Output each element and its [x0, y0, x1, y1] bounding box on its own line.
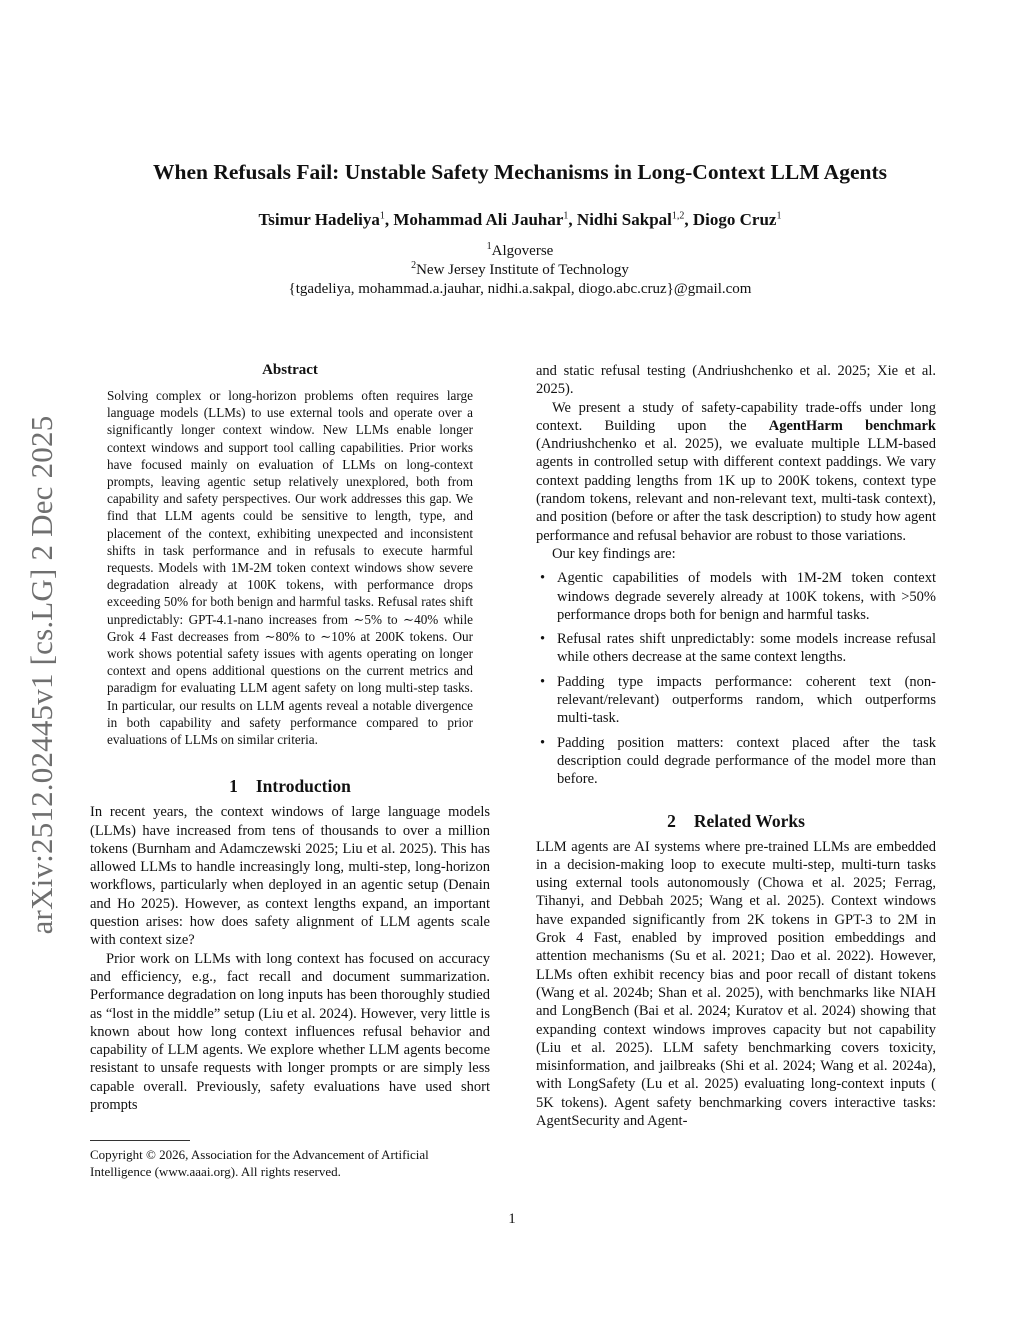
findings-list [536, 569, 936, 788]
list-item: • Padding type impacts performance: coherent text (non-relevant/relevant) outperforms random, which outperforms multi-task. [540, 673, 936, 727]
affiliation-line: $^1$Algoverse [486, 241, 554, 259]
author-affil-sup: 1,2 [671, 210, 685, 222]
agentharm-benchmark-name: AgentHarm benchmark [768, 417, 936, 434]
abstract-text: Solving complex or long-horizon problems often requires large language models (LLMs) to use external tools and operate over a significantly longer context window. New LLMs enable longer context windows and support tool calling capabilities. Prior works have focused mainly on evaluation of LLMs on long-context prompts, leaving agentic setup relatively unexplored, both from capability and safety perspectives. Our work addresses this gap. We find that LLM agents could be sensitive to length, type, and placement of the context, exhibiting unexpected and inconsistent shifts in task performance and in refusals to execute harmful requests. Models with 1M-2M token context windows show severe degradation already at 100K tokens, with performance drops exceeding 50% for both benign and harmful tasks. Refusal rates shift unpredictably: GPT-4.1-nano increases from ∼5% to ∼40% while Grok 4 Fast decreases from ∼80% to ∼10% at 200K tokens. Our work shows potential safety issues with agents operating on longer context and opens additional questions on the current metrics and paradigm for evaluating LLM agent safety on long multi-step tasks. In particular, our results on LLM agents reveal a notable divergence in both capability and safety performance compared to prior evaluations of LLMs on similar criteria. [107, 388, 473, 748]
page-number: 1 [508, 1211, 516, 1227]
study-paragraph: We present a study of safety-capability trade-offs under long context. Building upon the AgentHarm benchmark (Andriushchenko et al. 2025), we evaluate multiple LLM-based agents in controlled setup with different context paddings. We vary context padding lengths from 1K up to 200K tokens, context type (random tokens, relevant and non-relevant text, multi-task context), and position (before or after the task description) to study how agent performance and refusal behavior are robust to those variations. [536, 399, 936, 544]
list-item: • Padding position matters: context placed after the task description could degrade performance of the model more than before. [540, 734, 936, 788]
author-emails: {tgadeliya, mohammad.a.jauhar, nidhi.a.sakpal, diogo.abc.cruz}@gmail.com [288, 281, 752, 297]
findings-intro: Our key findings are: [552, 545, 676, 562]
list-item: • Refusal rates shift unpredictably: some models increase refusal while others decrease at the same context lengths. [540, 631, 936, 666]
continued-paragraph: and static refusal testing (Andriushchenko et al. 2025; Xie et al. 2025). [536, 363, 936, 398]
paper-title: When Refusals Fail: Unstable Safety Mechanisms in Long-Context LLM Agents [152, 160, 887, 184]
abstract-heading: Abstract [262, 362, 318, 378]
right-column [536, 362, 936, 1130]
affiliations [60, 242, 980, 299]
bullet-icon: • [540, 631, 546, 648]
author-name: Tsimur Hadeliya [258, 210, 380, 229]
footnote-text: Copyright © 2026, Association for the Advancement of Artificial Intelligence (www.aaai.org). All rights reserved. [90, 1147, 429, 1179]
author-name: Diogo Cruz [692, 210, 777, 229]
bullet-icon: • [540, 734, 546, 751]
author-affil-sup: 1 [776, 210, 782, 222]
list-item: • Agentic capabilities of models with 1M-2M token context windows degrade severely already at 100K tokens, with >50% performance drops both for benign and harmful tasks. [540, 570, 936, 623]
bullet-icon: • [540, 570, 546, 587]
footnote-rule [90, 1140, 190, 1141]
author-name: Nidhi Sakpal [576, 210, 672, 229]
intro-paragraph: In recent years, the context windows of large language models (LLMs) have increased from tens of thousands to over a million tokens (Burnham and Adamczewski 2025; Liu et al. 2025). This has allowed LLMs to handle increasingly long, multi-step, long-horizon workflows, particularly when deployed in an agentic setup (Denain and Ho 2025). However, as context lengths expand, an important question arises: how does safety alignment of LLM agents scale with context size? [90, 804, 490, 949]
author-affil-sup: 1 [563, 210, 569, 222]
intro-paragraph: Prior work on LLMs with long context has focused on accuracy and efficiency, e.g., fact recall and document summarization. Performance degradation on long inputs has been thoroughly studied as “lost in the middle” setup (Liu et al. 2024). However, very little is known about how long context influences refusal behavior and capability of LLM agents. We explore whether LLM agents become resistant to unsafe requests with longer prompts or are simply less capable overall. Previously, safety evaluations have used short prompts [90, 950, 490, 1114]
bullet-icon: • [540, 673, 546, 690]
copyright-footnote [90, 1140, 490, 1180]
author-affil-sup: 1 [379, 210, 385, 222]
affiliation-line: $^2$New Jersey Institute of Technology [411, 260, 629, 278]
arxiv-stamp-text: arXiv:2512.02445v1 [cs.LG] 2 Dec 2025 [24, 415, 59, 935]
author-list: Tsimur Hadeliya$^1$, Mohammad Ali Jauhar$^1$, Nidhi Sakpal$^{1,2}$, Diogo Cruz$^1$ [258, 210, 782, 229]
section-heading-introduction: 1 Introduction [229, 776, 351, 797]
author-name: Mohammad Ali Jauhar [393, 210, 564, 229]
related-works-paragraph: LLM agents are AI systems where pre-trained LLMs are embedded in a decision-making loop to execute multi-step, multi-turn tasks using external tools autonomously (Chowa et al. 2025; Ferrag, Tihanyi, and Debbah 2025; Wang et al. 2025). Context windows have expanded significantly from 2K tokens in GPT-3 to 2M in Grok 4 Fast, enabled by improved position embeddings and attention mechanisms (Su et al. 2021; Dao et al. 2022). However, LLMs often exhibit recency bias and poor recall of distant tokens (Wang et al. 2024b; Shan et al. 2025), with benchmarks like NIAH and LongBench (Bai et al. 2024; Kuratov et al. 2024) showing that expanding context windows improves capacity but not capability (Liu et al. 2025). LLM safety benchmarking covers toxicity, misinformation, and jailbreaks (Shi et al. 2024; Wang et al. 2024a), with LongSafety (Lu et al. 2025) evaluating long-context inputs ( 5K tokens). Agent safety benchmarking covers interactive tasks: AgentSecurity and Agent- [536, 838, 936, 1129]
left-column [90, 362, 490, 1114]
arxiv-stamp [8, 380, 76, 970]
section-heading-related-works: 2 Related Works [667, 810, 805, 831]
